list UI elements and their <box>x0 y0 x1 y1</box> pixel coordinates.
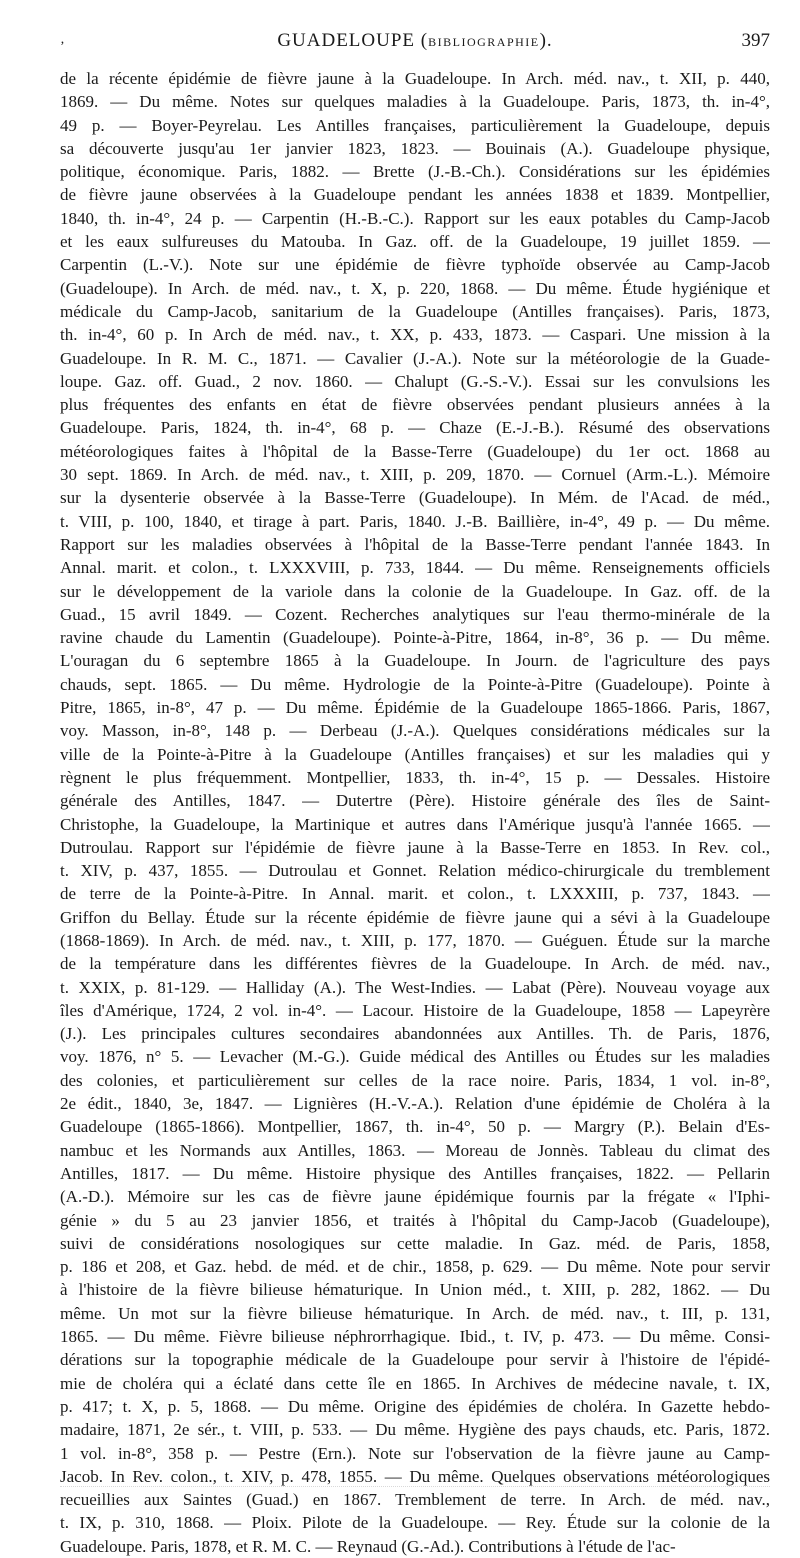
text-line: t. XXIX, p. 81-129. — Halliday (A.). The West-Indies. — Labat (Père). Nouveau voyage aux <box>60 977 770 997</box>
text-line: Annal. marit. et colon., t. LXXXVIII, p. 733, 1844. — Du même. Renseignements officiels <box>60 558 770 578</box>
text-line: loupe. Gaz. off. Guad., 2 nov. 1860. — Chalupt (G.-S.-V.). Essai sur les convulsions les <box>60 371 770 391</box>
text-line: Guadeloupe (1865-1866). Montpellier, 1867, th. in-4°, 50 p. — Margry (P.). Belain d'Es- <box>60 1117 770 1137</box>
text-line: règnent le plus fréquemment. Montpellier, 1833, th. in-4°, 15 p. — Dessales. Histoire <box>60 767 770 787</box>
running-header <box>60 30 770 54</box>
text-line: 30 sept. 1869. In Arch. de méd. nav., t. XIII, p. 209, 1870. — Cornuel (Arm.-L.). Mémoire <box>60 465 770 485</box>
running-title-end: ). <box>539 30 553 51</box>
text-line: t. IX, p. 310, 1868. — Ploix. Pilote de la Guadeloupe. — Rey. Étude sur la colonie de la <box>60 1513 770 1533</box>
bibliography-text <box>60 67 770 1558</box>
text-line: nambuc et les Normands aux Antilles, 1863. — Moreau de Jonnès. Tableau du climat des <box>60 1140 770 1160</box>
text-line: Pitre, 1865, in-8°, 47 p. — Du même. Épidémie de la Guadeloupe 1865-1866. Paris, 1867, <box>60 698 770 718</box>
text-line: génie » du 5 au 23 janvier 1856, et traités à l'hôpital du Camp-Jacob (Guadeloupe), <box>60 1210 770 1230</box>
text-line: des colonies, et particulièrement sur celles de la race noire. Paris, 1834, 1 vol. in-8°, <box>60 1070 770 1090</box>
text-line: dérations sur la topographie médicale de la Guadeloupe pour servir à l'histoire de l'épidé- <box>60 1350 770 1370</box>
text-line: générale des Antilles, 1847. — Dutertre (Père). Histoire générale des îles de Saint- <box>60 791 770 811</box>
text-line: ravine chaude du Lamentin (Guadeloupe). Pointe-à-Pitre, 1864, in-8°, 36 p. — Du même. <box>60 628 770 648</box>
page-footer-rule <box>60 1486 770 1489</box>
text-line: 1 vol. in-8°, 358 p. — Pestre (Ern.). Note sur l'observation de la fièvre jaune au Camp- <box>60 1443 770 1463</box>
text-line: ville de la Pointe-à-Pitre à la Guadeloupe (Antilles françaises) et sur les maladies qui y <box>60 744 770 764</box>
running-title-smallcaps: BIBLIOGRAPHIE <box>428 35 540 49</box>
text-line: (Guadeloupe). In Arch. de méd. nav., t. X, p. 220, 1868. — Du même. Étude hygiénique et <box>60 278 770 298</box>
text-line: t. XIV, p. 437, 1855. — Dutroulau et Gonnet. Relation médico-chirurgicale du tremblement <box>60 861 770 881</box>
text-line: p. 186 et 208, et Gaz. hebd. de méd. et de chir., 1858, p. 629. — Du même. Note pour servir <box>60 1257 770 1277</box>
text-line: Christophe, la Guadeloupe, la Martinique et autres dans l'Amérique jusqu'à l'année 1665. — <box>60 814 770 834</box>
text-line: recueillies aux Saintes (Guad.) en 1867. Tremblement de terre. In Arch. de méd. nav., <box>60 1490 770 1510</box>
text-line: Guad., 15 avril 1849. — Cozent. Recherches analytiques sur l'eau thermo-minérale de la <box>60 604 770 624</box>
text-line: L'ouragan du 6 septembre 1865 à la Guadeloupe. In Journ. de l'agriculture des pays <box>60 651 770 671</box>
text-line: mie de choléra qui a éclaté dans cette île en 1865. In Archives de médecine navale, t. IX, <box>60 1373 770 1393</box>
text-line: à l'histoire de la fièvre bilieuse hématurique. In Union méd., t. XIII, p. 282, 1862. — Du <box>60 1280 770 1300</box>
text-line: sur la dysenterie observée à la Basse-Terre (Guadeloupe). In Mém. de l'Acad. de méd., <box>60 488 770 508</box>
header-mark: ‚ <box>60 32 65 47</box>
text-line: sa découverte jusqu'au 1er janvier 1823, 1823. — Bouinais (A.). Guadeloupe physique, <box>60 138 770 158</box>
text-line: t. VIII, p. 100, 1840, et tirage à part. Paris, 1840. J.-B. Baillière, in-4°, 49 p. — Du même. <box>60 511 770 531</box>
text-line: chauds, sept. 1865. — Du même. Hydrologie de la Pointe-à-Pitre (Guadeloupe). Pointe à <box>60 674 770 694</box>
text-line: 1840, th. in-4°, 24 p. — Carpentin (H.-B.-C.). Rapport sur les eaux potables du Camp-Jacob <box>60 208 770 228</box>
text-line: (A.-D.). Mémoire sur les cas de fièvre jaune épidémique fournis par la frégate « l'Iphi- <box>60 1187 770 1207</box>
text-line: météorologiques faites à l'hôpital de la Basse-Terre (Guadeloupe) du 1er oct. 1868 au <box>60 441 770 461</box>
text-line: Rapport sur les maladies observées à l'hôpital de la Basse-Terre pendant l'année 1843. In <box>60 534 770 554</box>
text-line: th. in-4°, 60 p. In Arch de méd. nav., t. XX, p. 433, 1873. — Caspari. Une mission à la <box>60 325 770 345</box>
text-line: de la récente épidémie de fièvre jaune à la Guadeloupe. In Arch. méd. nav., t. XII, p. 440, <box>60 69 770 88</box>
text-line: Jacob. In Rev. colon., t. XIV, p. 478, 1855. — Du même. Quelques observations météorologiques <box>60 1466 770 1486</box>
text-line: même. Un mot sur la fièvre bilieuse hématurique. In Arch. de méd. nav., t. III, p. 131, <box>60 1303 770 1323</box>
text-line: madaire, 1871, 2e sér., t. VIII, p. 533. — Du même. Hygiène des pays chauds, etc. Paris, 1872. <box>60 1420 770 1440</box>
text-line: îles d'Amérique, 1724, 2 vol. in-4°. — Lacour. Histoire de la Guadeloupe, 1858 — Lapeyrère <box>60 1000 770 1020</box>
text-line: 2e édit., 1840, 3e, 1847. — Lignières (H.-V.-A.). Relation d'une épidémie de Choléra à la <box>60 1094 770 1114</box>
text-line: plus fréquentes des enfants en état de fièvre observées pendant plusieurs années à la <box>60 395 770 415</box>
text-line: politique, économique. Paris, 1882. — Brette (J.-B.-Ch.). Considérations sur les épidémies <box>60 162 770 182</box>
text-line: de terre de la Pointe-à-Pitre. In Annal. marit. et colon., t. LXXXIII, p. 737, 1843. — <box>60 884 770 904</box>
text-line: (J.). Les principales cultures secondaires abandonnées aux Antilles. Th. de Paris, 1876, <box>60 1024 770 1044</box>
running-title-main: GUADELOUPE ( <box>277 30 429 51</box>
text-line: Guadeloupe. Paris, 1878, et R. M. C. — Reynaud (G.-Ad.). Contributions à l'étude de l'ac- <box>60 1536 676 1556</box>
text-line: Guadeloupe. In R. M. C., 1871. — Cavalier (J.-A.). Note sur la météorologie de la Guade- <box>60 348 770 368</box>
text-line: et les eaux sulfureuses du Matouba. In Gaz. off. de la Guadeloupe, 19 juillet 1859. — <box>60 232 770 252</box>
running-title <box>60 30 770 52</box>
text-line: suivi de considérations nosologiques sur cette maladie. In Gaz. méd. de Paris, 1858, <box>60 1233 770 1253</box>
text-line: sur le développement de la variole dans la colonie de la Guadeloupe. In Gaz. off. de la <box>60 581 770 601</box>
text-line: (1868-1869). In Arch. de méd. nav., t. XIII, p. 177, 1870. — Guéguen. Étude sur la marche <box>60 930 770 950</box>
text-line: voy. 1876, n° 5. — Levacher (M.-G.). Guide médical des Antilles ou Études sur les maladies <box>60 1047 770 1067</box>
text-line: de fièvre jaune observées à la Guadeloupe pendant les années 1838 et 1839. Montpellier, <box>60 185 770 205</box>
text-line: Carpentin (L.-V.). Note sur une épidémie de fièvre typhoïde observée au Camp-Jacob <box>60 255 770 275</box>
text-line: 1869. — Du même. Notes sur quelques maladies à la Guadeloupe. Paris, 1873, th. in-4°, <box>60 92 770 112</box>
text-line: Dutroulau. Rapport sur l'épidémie de fièvre jaune à la Basse-Terre en 1853. In Rev. col., <box>60 837 770 857</box>
text-line: Griffon du Bellay. Étude sur la récente épidémie de fièvre jaune qui a sévi à la Guadeloupe <box>60 907 770 927</box>
text-line: Guadeloupe. Paris, 1824, th. in-4°, 68 p. — Chaze (E.-J.-B.). Résumé des observations <box>60 418 770 438</box>
text-line: 49 p. — Boyer-Peyrelau. Les Antilles françaises, particulièrement la Guadeloupe, depuis <box>60 115 770 135</box>
text-line: 1865. — Du même. Fièvre bilieuse néphrorrhagique. Ibid., t. IV, p. 473. — Du même. Consi- <box>60 1327 770 1347</box>
text-line: p. 417; t. X, p. 5, 1868. — Du même. Origine des épidémies de choléra. In Gazette hebdo- <box>60 1396 770 1416</box>
page-number: 397 <box>741 30 770 51</box>
text-line: Antilles, 1817. — Du même. Histoire physique des Antilles françaises, 1822. — Pellarin <box>60 1163 770 1183</box>
text-line: de la température dans les différentes fièvres de la Guadeloupe. In Arch. de méd. nav., <box>60 954 770 974</box>
text-line: voy. Masson, in-8°, 148 p. — Derbeau (J.-A.). Quelques considérations médicales sur la <box>60 721 770 741</box>
text-line: médicale du Camp-Jacob, sanitarium de la Guadeloupe (Antilles françaises). Paris, 1873, <box>60 301 770 321</box>
